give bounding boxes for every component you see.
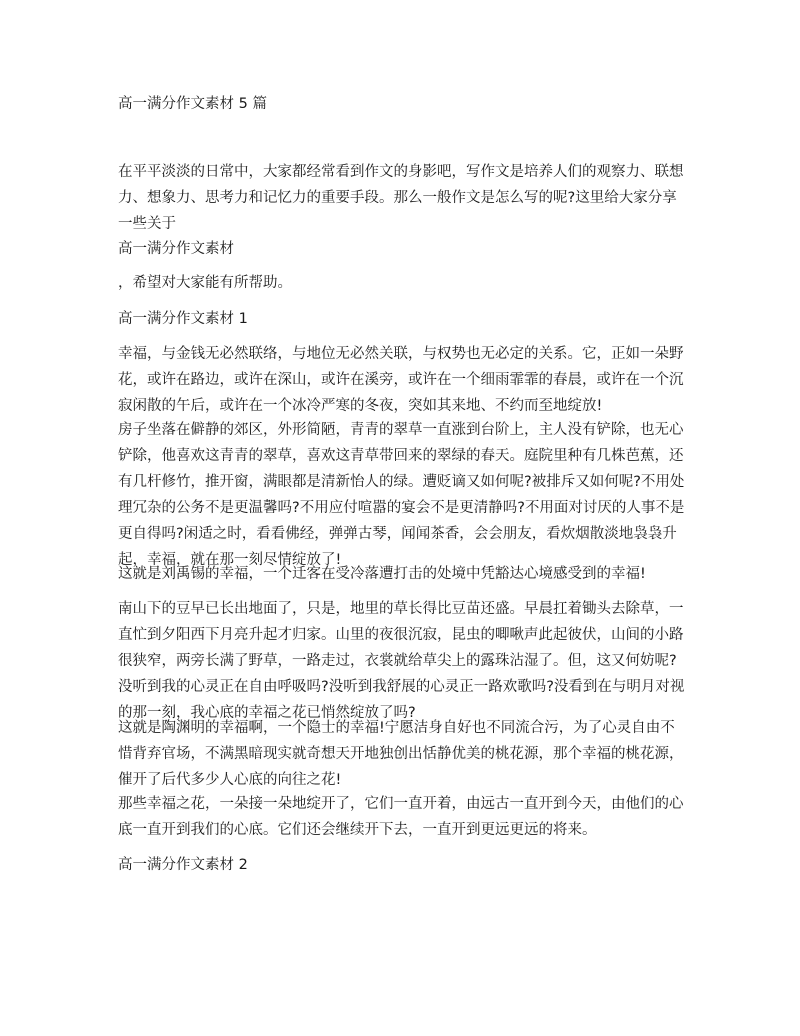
heading-plain: 高一满分作文素材	[118, 241, 234, 257]
text-line: 起，幸福，就在那一刻尽情绽放了!	[118, 552, 342, 568]
text-line: 惜背弃官场，不满黑暗现实就奇想天开地独创出恬静优美的桃花源，那个幸福的桃花源，	[118, 746, 684, 762]
text-line: 铲除，他喜欢这青青的翠草，喜欢这青草带回来的翠绿的春天。庭院里种有几株芭蕉，还	[118, 448, 684, 464]
text-line: 力、想象力、思考力和记忆力的重要手段。那么一般作文是怎么写的呢?这里给大家分享	[118, 190, 677, 206]
text-line: 的那一刻，我心底的幸福之花已悄然绽放了吗?	[118, 705, 416, 721]
text-line: 催开了后代多少人心底的向往之花!	[118, 772, 342, 788]
text-line: 在平平淡淡的日常中，大家都经常看到作文的身影吧，写作文是培养人们的观察力、联想	[118, 164, 684, 180]
paragraph-3	[118, 561, 646, 587]
intro-paragraph	[118, 159, 684, 237]
paragraph-4	[118, 596, 684, 726]
text-line: 房子坐落在僻静的郊区，外形简陋，青青的翠草一直涨到台阶上，主人没有铲除，也无心	[118, 422, 684, 438]
text-line: 寂闲散的午后，或许在一个冰冷严寒的冬夜，突如其来地、不约而至地绽放!	[118, 398, 603, 414]
text-line: 更自得吗?闲适之时，看看佛经，弹弹古琴，闻闻茶香，会会朋友，看炊烟散淡地袅袅升	[118, 526, 677, 542]
text-line: 直忙到夕阳西下月亮升起才归家。山里的夜很沉寂，昆虫的唧啾声此起彼伏，山间的小路	[118, 627, 684, 643]
text-line: 那些幸福之花，一朵接一朵地绽开了，它们一直开着，由远古一直开到今天，由他们的心	[118, 796, 684, 812]
text-line: 理冗杂的公务不是更温馨吗?不用应付喧嚣的宴会不是更清静吗?不用面对讨厌的人事不是	[118, 500, 685, 516]
paragraph-2	[118, 417, 684, 573]
text-line: 有几杆修竹，推开窗，满眼都是清新怡人的绿。遭贬谪又如何呢?被排斥又如何呢?不用处	[118, 474, 685, 490]
text-line: 这就是陶渊明的幸福啊，一个隐士的幸福!宁愿洁身自好也不同流合污，为了心灵自由不	[118, 720, 675, 736]
text-line: 底一直开到我们的心底。它们还会继续开下去，一直开到更远更远的将来。	[118, 822, 597, 838]
document-title: 高一满分作文素材 5 篇	[118, 96, 267, 112]
section2-heading: 高一满分作文素材 2	[118, 857, 248, 873]
text-line: 南山下的豆早已长出地面了，只是，地里的草长得比豆苗还盛。早晨扛着锄头去除草，一	[118, 601, 684, 617]
text-line: 一些关于	[118, 216, 176, 232]
text-line: 这就是刘禹锡的幸福，一个迁客在受冷落遭打击的处境中凭豁达心境感受到的幸福!	[118, 566, 646, 582]
text-line: 幸福，与金钱无必然联络，与地位无必然关联，与权势也无必定的关系。它，正如一朵野	[118, 346, 684, 362]
paragraph-5	[118, 715, 684, 793]
paragraph-6	[118, 791, 684, 843]
section1-heading: 高一满分作文素材 1	[118, 311, 248, 327]
text-line: 花，或许在路边，或许在深山，或许在溪旁，或许在一个细雨霏霏的春晨，或许在一个沉	[118, 372, 684, 388]
wish-line: ，希望对大家能有所帮助。	[118, 275, 292, 291]
paragraph-1	[118, 341, 684, 419]
text-line: 没听到我的心灵正在自由呼吸吗?没听到我舒展的心灵正一路欢歌吗?没看到在与明月对视	[118, 679, 685, 695]
text-line: 很狭窄，两旁长满了野草，一路走过，衣裳就给草尖上的露珠沾湿了。但，这又何妨呢?	[118, 653, 677, 669]
